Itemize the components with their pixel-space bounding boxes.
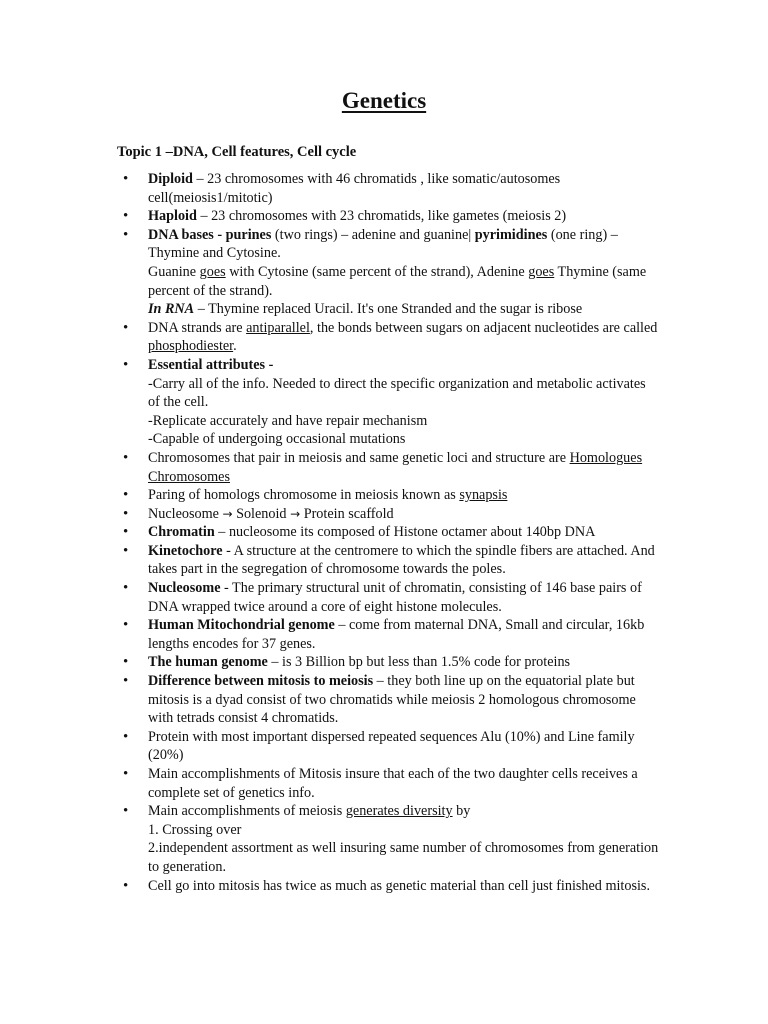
- list-item-chromatin: • Chromatin – nucleosome its composed of Histone octamer about 140bp DNA: [120, 523, 660, 542]
- page-title: Genetics: [341, 88, 427, 113]
- topic-heading: Topic 1 –DNA, Cell features, Cell cycle: [117, 144, 357, 160]
- list-item-dna-bases: • DNA bases - purines (two rings) – adenine and guanine| pyrimidines (one ring) –Thymine and Cytosine. Guanine goes with Cytosine (same percent of the strand), Adenine goes Thymine (same percent of the strand). In RNA – Thymine replaced Uracil. It's one Stranded and the sugar is ribose: [120, 226, 660, 319]
- list-item-diploid: • Diploid – 23 chromosomes with 46 chromatids , like somatic/autosomes cell(meiosis1/mitotic): [120, 170, 660, 207]
- list-item-meiosis: • Main accomplishments of meiosis generates diversity by 1. Crossing over 2.independent assortment as well insuring same number of chromosomes from generation to generation.: [120, 802, 660, 876]
- list-item-mitosis-meiosis-difference: • Difference between mitosis to meiosis – they both line up on the equatorial plate but mitosis is a dyad consist of two chromatids while meiosis 2 homologous chromosome with tetrads consist 4 chromatids.: [120, 672, 660, 728]
- list-item-nucleosome: • Nucleosome - The primary structural unit of chromatin, consisting of 146 base pairs of DNA wrapped twice around a core of eight histone molecules.: [120, 579, 660, 616]
- list-item-nucleosome-chain: • Nucleosome → Solenoid → Protein scaffold: [120, 505, 660, 524]
- list-item-antiparallel: • DNA strands are antiparallel, the bonds between sugars on adjacent nucleotides are called phosphodiester.: [120, 319, 660, 356]
- list-item-mitosis: • Main accomplishments of Mitosis insure that each of the two daughter cells receives a complete set of genetics info.: [120, 765, 660, 802]
- list-item-kinetochore: • Kinetochore - A structure at the centromere to which the spindle fibers are attached. And takes part in the segregation of chromosome towards the poles.: [120, 542, 660, 579]
- notes-list: [120, 170, 660, 895]
- list-item-homologues: • Chromosomes that pair in meiosis and same genetic loci and structure are Homologues Chromosomes: [120, 449, 660, 486]
- list-item-synapsis: • Paring of homologs chromosome in meiosis known as synapsis: [120, 486, 660, 505]
- list-item-cell-mitosis: • Cell go into mitosis has twice as much as genetic material than cell just finished mitosis.: [120, 877, 660, 896]
- list-item-alu: • Protein with most important dispersed repeated sequences Alu (10%) and Line family (20%): [120, 728, 660, 765]
- list-item-essential-attributes: • Essential attributes - -Carry all of the info. Needed to direct the specific organization and metabolic activates of the cell. -Replicate accurately and have repair mechanism -Capable of undergoing occasional mutations: [120, 356, 660, 449]
- list-item-human-genome: • The human genome – is 3 Billion bp but less than 1.5% code for proteins: [120, 653, 660, 672]
- arrow-right-icon: →: [222, 506, 233, 521]
- list-item-mitochondrial-genome: • Human Mitochondrial genome – come from maternal DNA, Small and circular, 16kb lengths encodes for 37 genes.: [120, 616, 660, 653]
- list-item-haploid: • Haploid – 23 chromosomes with 23 chromatids, like gametes (meiosis 2): [120, 207, 660, 226]
- arrow-right-icon: →: [290, 506, 301, 521]
